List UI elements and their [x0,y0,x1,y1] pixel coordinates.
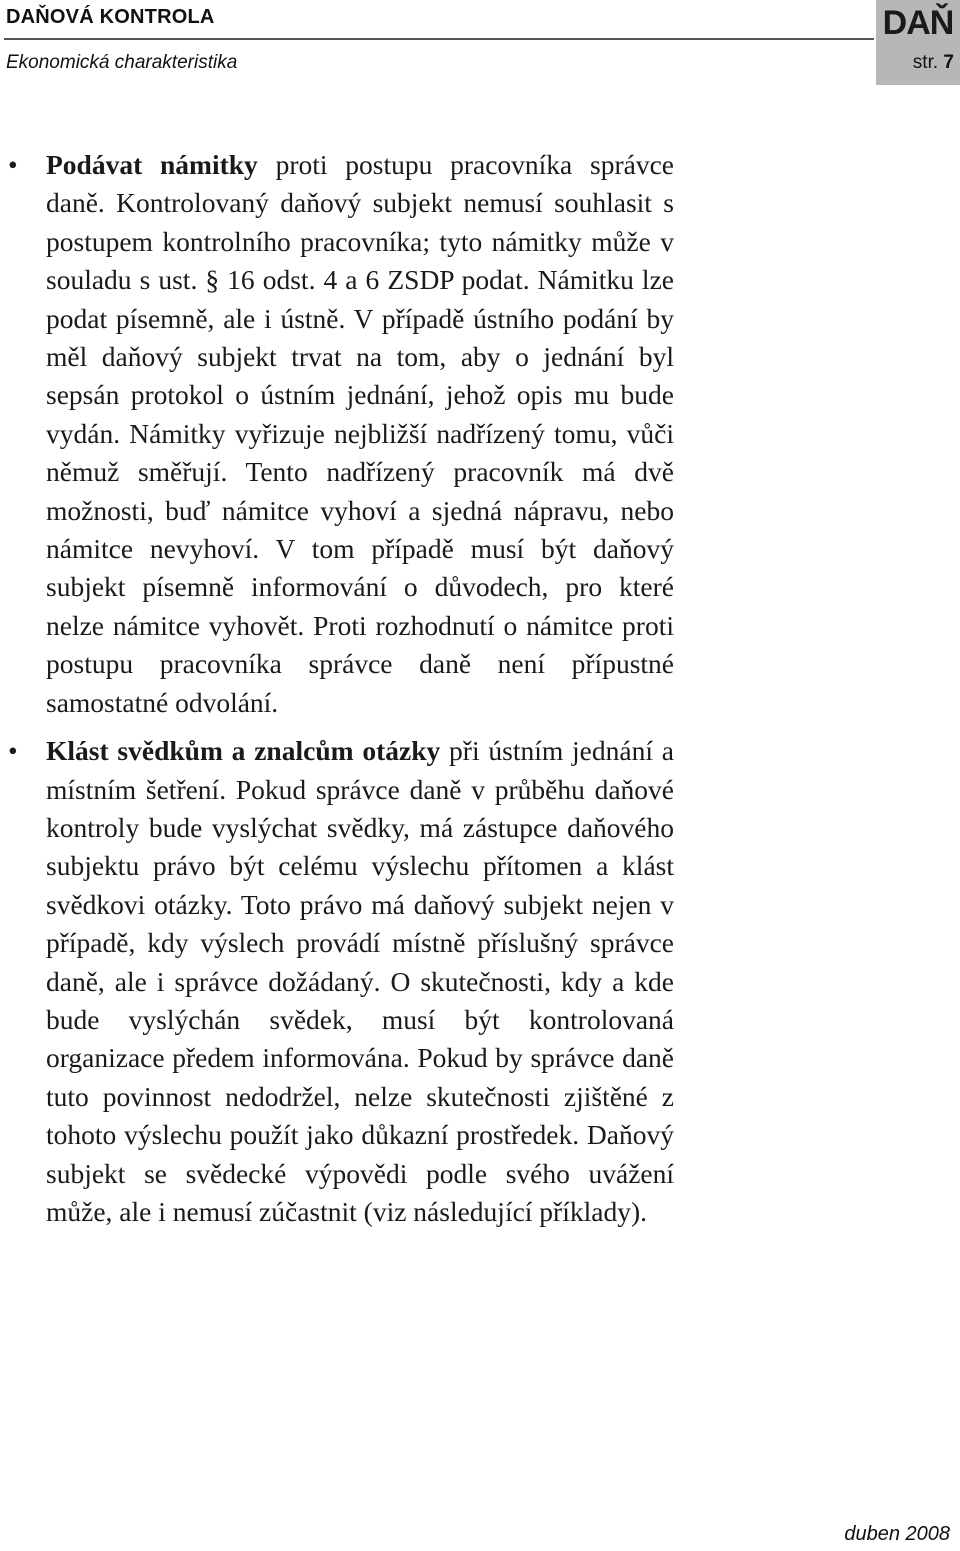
bullet-item-objections [8,146,674,722]
bullet-item-witness-questions [8,732,674,1231]
badge-title: DAŇ [882,4,954,42]
running-title: DAŇOVÁ KONTROLA [6,6,215,28]
bullet-lead: Podávat námitky [46,149,258,180]
bullet-icon: • [8,735,18,767]
main-content [8,146,674,1231]
page-number: 7 [943,52,954,73]
bullet-text: proti postupu pracovníka správce daně. Kontrolovaný daňový subjekt nemusí souhlasit s postupem kontrolního pracovníka; tyto námitky může v souladu s ust. § 16 odst. 4 a 6 ZSDP podat. Námitku lze podat písemně, ale i ústně. V případě ústního podání by měl daňový subjekt trvat na tom, aby o jednání byl sepsán protokol o ústním jednání, jehož opis mu bude vydán. Námitky vyřizuje nejbližší nadřízený tomu, vůči němuž směřují. Tento nadřízený pracovník má dvě možnosti, buď námitce vyhoví a sjedná nápravu, nebo námitce nevyhoví. V tom případě musí být daňový subjekt písemně informování o důvodech, pro které nelze námitce vyhovět. Proti rozhodnutí o námitce proti postupu pracovníka správce daně není přípustné samostatné odvolání. [46,149,674,718]
bullet-lead: Klást svědkům a znalcům otázky [46,735,441,767]
bullet-icon: • [8,149,18,180]
section-subtitle: Ekonomická charakteristika [6,52,238,73]
page-header [0,0,960,90]
page-number-label [876,52,954,74]
page-prefix: str. [912,52,939,73]
publication-badge [876,0,960,85]
footer-date: duben 2008 [844,1523,950,1545]
bullet-text: při ústním jednání a místním šetření. Pokud správce daně v průběhu daňové kontroly bude vyslýchat svědky, má zástupce daňového subjektu právo být celému výslechu přítomen a klást svědkovi otázky. Toto právo má daňový subjekt nejen v případě, kdy výslech provádí místně příslušný správce daně, ale i správce dožádaný. O skutečnosti, kdy a kde bude vyslýchán svědek, musí být kontrolovaná organizace předem informována. Pokud by správce daně tuto povinnost nedodržel, nelze skutečnosti zjištěné z tohoto výslechu použít jako důkazní prostředek. Daňový subjekt se svědecké výpovědi podle svého uvážení může, ale i nemusí zúčastnit (viz následující příklady). [46,735,674,1227]
header-divider [4,38,874,40]
